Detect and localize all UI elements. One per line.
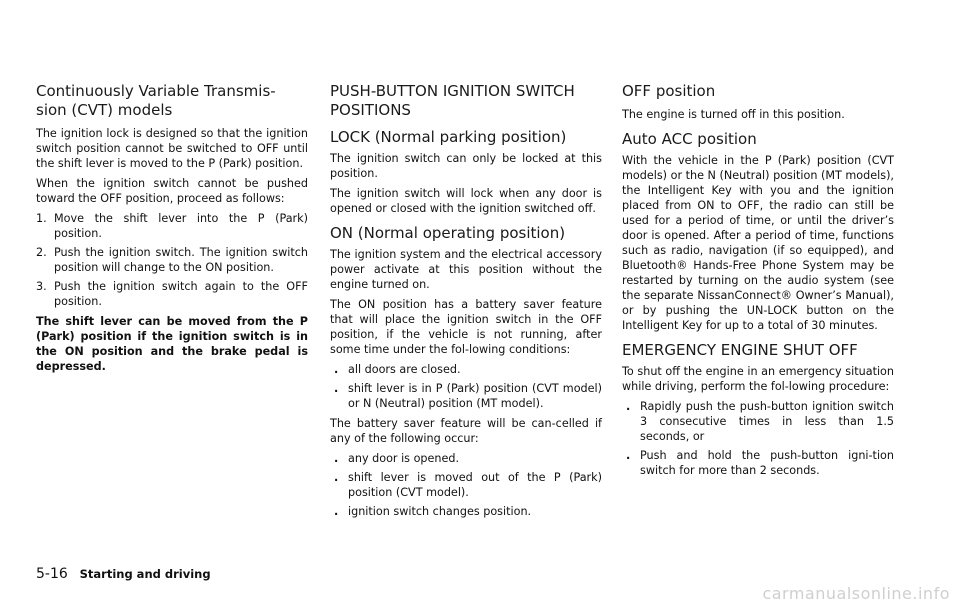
step-item bbox=[36, 245, 308, 275]
push-button-positions-heading: PUSH-BUTTON IGNITION SWITCH POSITIONS bbox=[330, 82, 575, 119]
list-item bbox=[330, 381, 602, 411]
on-paragraph: The ignition system and the electrical accessory power activate at this position without the engine turned on. bbox=[330, 248, 602, 291]
step-item bbox=[36, 211, 308, 241]
page-number: 5-16 bbox=[36, 566, 68, 582]
watermark: carmanualsonline.info bbox=[762, 584, 950, 603]
shift-lever-note: The shift lever can be moved from the P (Park) position if the ignition switch is in the ON position and the brake pedal is depressed. bbox=[36, 315, 308, 373]
lock-paragraph: The ignition switch can only be locked at this position. bbox=[330, 152, 602, 180]
auto-acc-heading: Auto ACC position bbox=[622, 130, 757, 148]
step-number: 1. bbox=[36, 212, 47, 225]
cannot-push-paragraph: When the ignition switch cannot be pushed toward the OFF position, proceed as follows: bbox=[36, 177, 308, 205]
list-item-text: all doors are closed. bbox=[348, 363, 461, 376]
on-paragraph: The ON position has a battery saver feature that will place the ignition switch in the OFF position, if the vehicle is not running, after some time under the fol-lowing conditions: bbox=[330, 298, 602, 356]
steps-list bbox=[36, 211, 308, 309]
list-item-text: shift lever is moved out of the P (Park) position (CVT model). bbox=[348, 471, 602, 499]
page-footer bbox=[36, 566, 211, 582]
column-cvt-models bbox=[36, 82, 308, 379]
section-title: Starting and driving bbox=[79, 567, 211, 581]
bullet-icon: . bbox=[334, 382, 339, 395]
list-item bbox=[622, 399, 894, 444]
on-position-heading: ON (Normal operating position) bbox=[330, 224, 566, 242]
list-item bbox=[330, 504, 602, 519]
cvt-models-heading: Continuously Variable Transmis- sion (CVT) models bbox=[36, 82, 276, 119]
list-item bbox=[330, 362, 602, 377]
lock-position-heading: LOCK (Normal parking position) bbox=[330, 128, 567, 146]
bullet-icon: . bbox=[626, 449, 631, 462]
list-item-text: Push and hold the push-button igni-tion switch for more than 2 seconds. bbox=[640, 449, 894, 477]
list-item bbox=[622, 448, 894, 478]
emergency-shutoff-heading: EMERGENCY ENGINE SHUT OFF bbox=[622, 341, 858, 359]
list-item bbox=[330, 451, 602, 466]
bullet-icon: . bbox=[334, 363, 339, 376]
emergency-paragraph: To shut off the engine in an emergency situation while driving, perform the fol-lowing procedure: bbox=[622, 365, 894, 393]
auto-acc-paragraph: With the vehicle in the P (Park) position (CVT models) or the N (Neutral) position (MT models), the Intelligent Key with you and the ignition placed from ON to OFF, the radio can still be used for a period of time, or until the driver’s door is opened. After a period of time, functions such as radio, navigation (if so equipped), and Bluetooth® Hands-Free Phone System may be restarted by turning on the audio system (see the separate NissanConnect® Owner’s Manual), or by pushing the UN-LOCK button on the Intelligent Key for up to a total of 30 minutes. bbox=[622, 154, 894, 332]
cancel-list bbox=[330, 451, 602, 519]
step-text: Move the shift lever into the P (Park) position. bbox=[54, 212, 308, 240]
bullet-icon: . bbox=[334, 452, 339, 465]
off-position-heading: OFF position bbox=[622, 82, 716, 100]
step-text: Push the ignition switch again to the OFF position. bbox=[54, 280, 308, 308]
list-item bbox=[330, 470, 602, 500]
off-paragraph: The engine is turned off in this position. bbox=[622, 108, 845, 121]
step-number: 2. bbox=[36, 246, 47, 259]
list-item-text: ignition switch changes position. bbox=[348, 505, 532, 518]
bullet-icon: . bbox=[334, 471, 339, 484]
cancel-paragraph: The battery saver feature will be can-celled if any of the following occur: bbox=[330, 417, 602, 445]
list-item-text: Rapidly push the push-button ignition switch 3 consecutive times in less than 1.5 seconds, or bbox=[640, 400, 894, 443]
step-text: Push the ignition switch. The ignition switch position will change to the ON position. bbox=[54, 246, 308, 274]
column-off-acc-emergency bbox=[622, 82, 894, 483]
list-item-text: shift lever is in P (Park) position (CVT model) or N (Neutral) position (MT model). bbox=[348, 382, 602, 410]
lock-paragraph: The ignition switch will lock when any door is opened or closed with the ignition switched off. bbox=[330, 187, 602, 215]
bullet-icon: . bbox=[626, 400, 631, 413]
emergency-list bbox=[622, 399, 894, 478]
list-item-text: any door is opened. bbox=[348, 452, 460, 465]
bullet-icon: . bbox=[334, 505, 339, 518]
conditions-list bbox=[330, 362, 602, 411]
ignition-lock-paragraph: The ignition lock is designed so that the ignition switch position cannot be switched to OFF until the shift lever is moved to the P (Park) position. bbox=[36, 127, 308, 170]
step-item bbox=[36, 279, 308, 309]
step-number: 3. bbox=[36, 280, 47, 293]
column-ignition-positions bbox=[330, 82, 602, 524]
